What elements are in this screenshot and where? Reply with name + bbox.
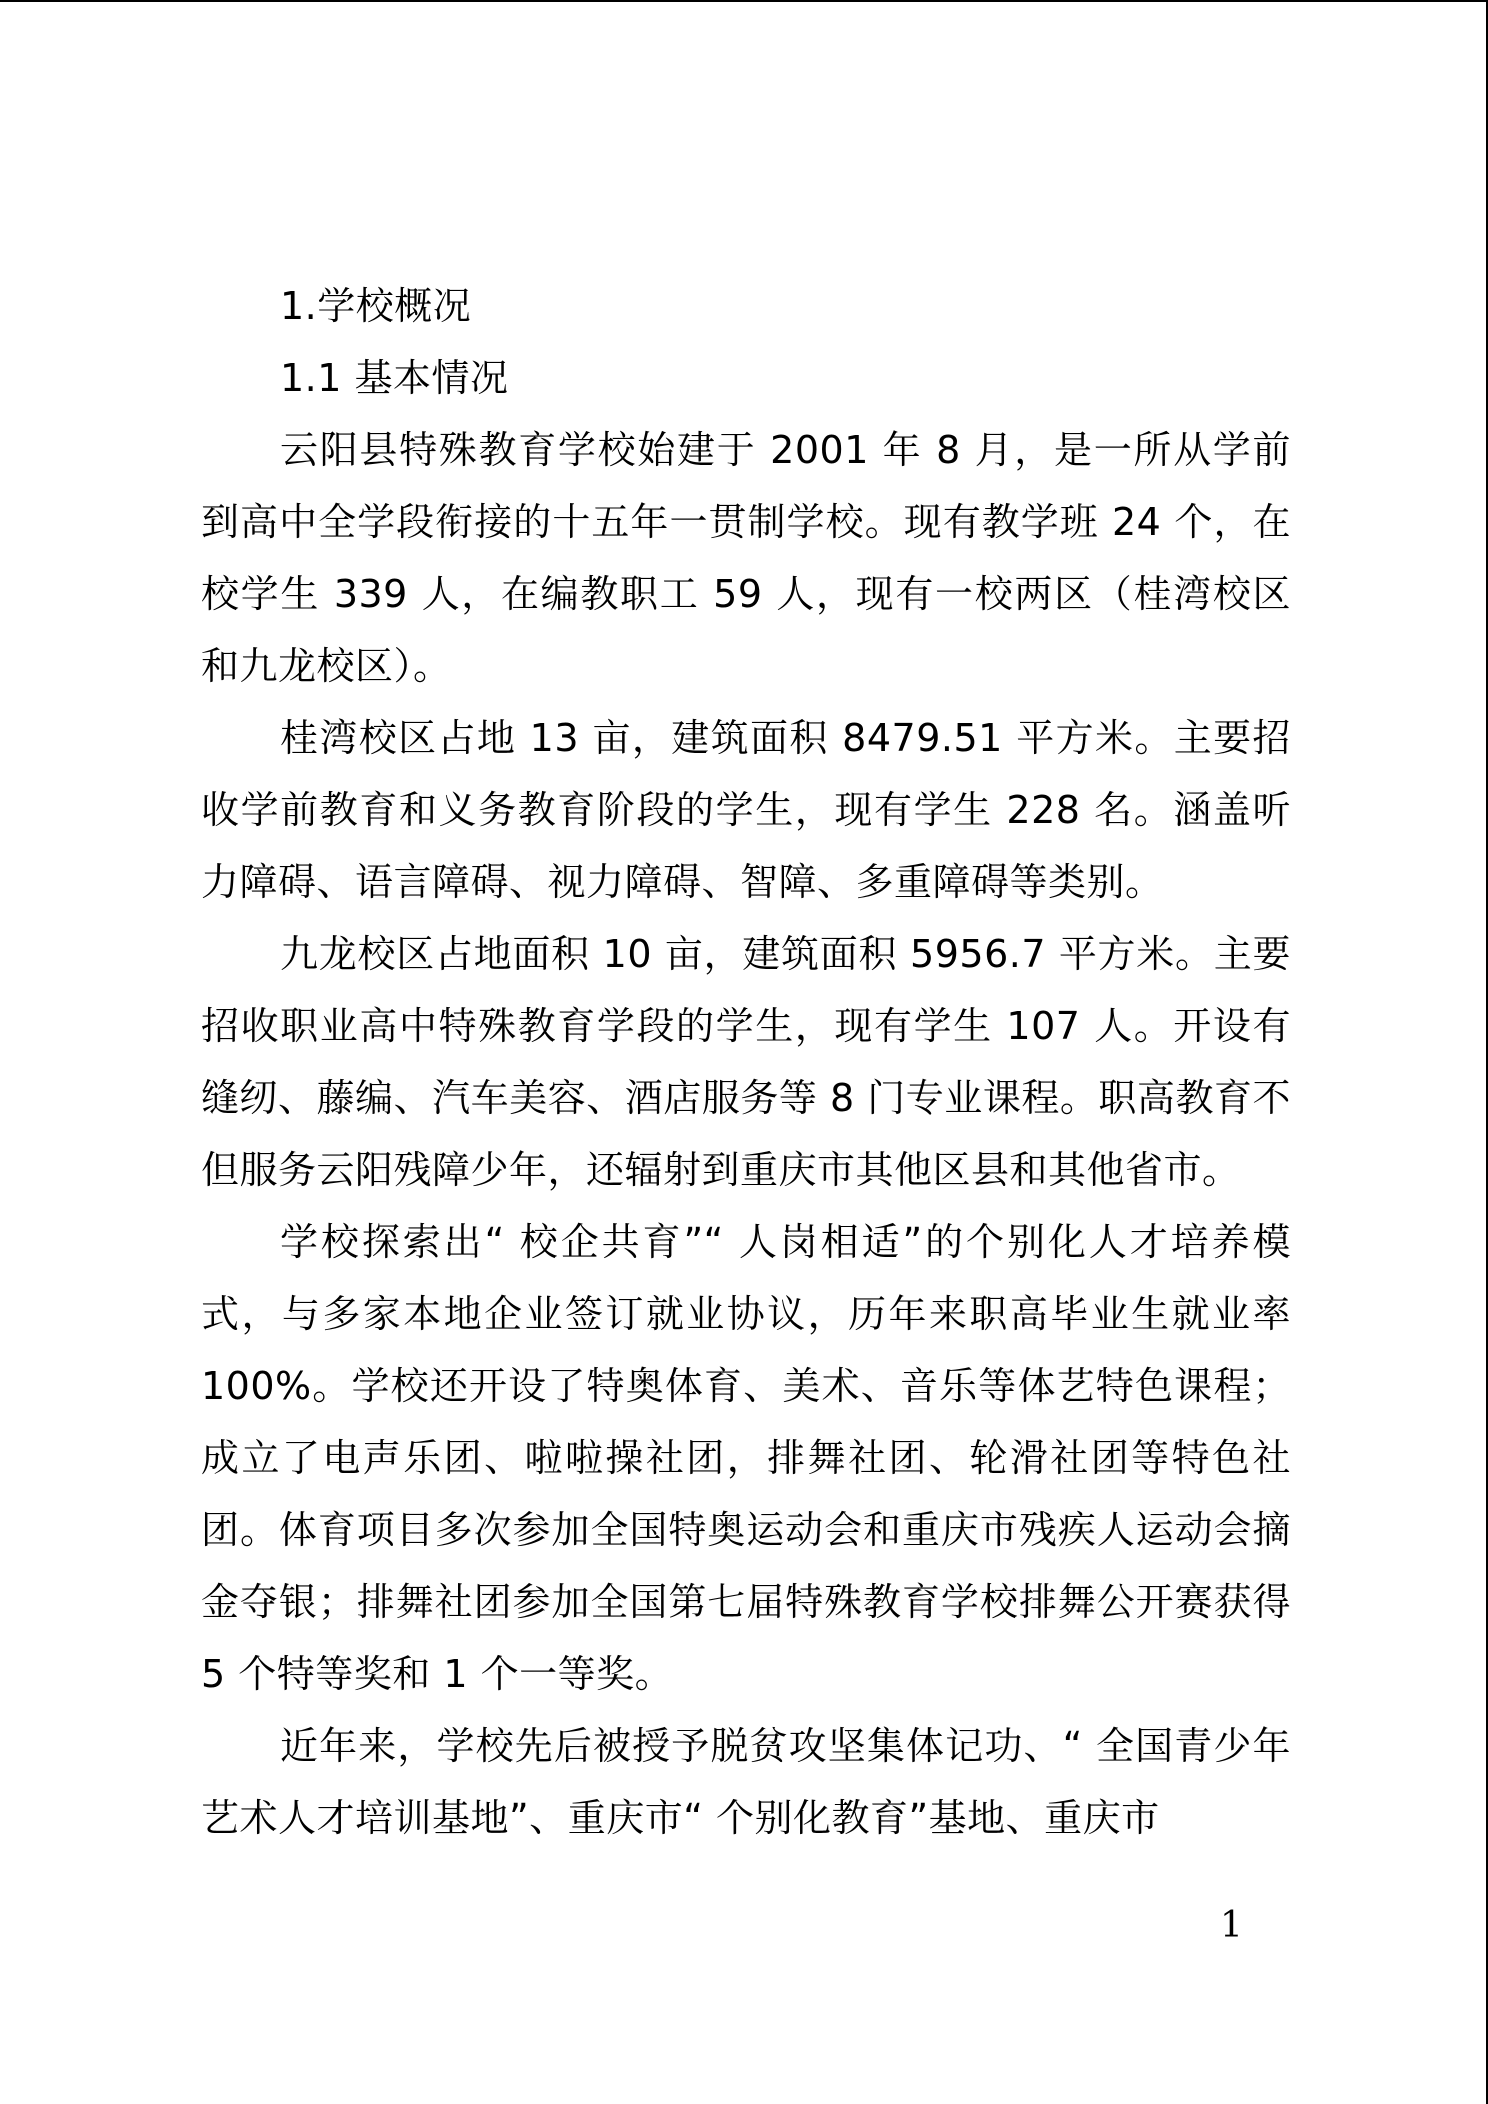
section-title: 1.学校概况 bbox=[280, 284, 472, 328]
paragraph-jiulong-campus: 九龙校区占地面积 10 亩，建筑面积 5956.7 平方米。主要招收职业高中特殊教育学段的学生，现有学生 107 人。开设有缝纫、藤编、汽车美容、酒店服务等 8 门专业课程。职高教育不但服务云阳残障少年，还辐射到重庆市其他区县和其他省市。 bbox=[201, 932, 1291, 1192]
page-number: 1 bbox=[1220, 1905, 1243, 1946]
paragraph-training-model: 学校探索出“ 校企共育”“ 人岗相适”的个别化人才培养模式，与多家本地企业签订就业协议，历年来职高毕业生就业率 100%。学校还开设了特奥体育、美术、音乐等体艺特色课程；成立了电声乐团、啦啦操社团，排舞社团、轮滑社团等特色社团。体育项目多次参加全国特奥运动会和重庆市残疾人运动会摘金夺银；排舞社团参加全国第七届特殊教育学校排舞公开赛获得 5 个特等奖和 1 个一等奖。 bbox=[201, 1220, 1291, 1696]
paragraph-basic-info: 云阳县特殊教育学校始建于 2001 年 8 月，是一所从学前到高中全学段衔接的十五年一贯制学校。现有教学班 24 个，在校学生 339 人，在编教职工 59 人，现有一校两区（桂湾校区和九龙校区）。 bbox=[201, 428, 1291, 688]
document-body bbox=[201, 270, 1291, 1854]
subsection-title: 1.1 基本情况 bbox=[280, 356, 509, 400]
paragraph-honors: 近年来，学校先后被授予脱贫攻坚集体记功、“ 全国青少年艺术人才培训基地”、重庆市“ 个别化教育”基地、重庆市 bbox=[201, 1724, 1291, 1840]
paragraph-guiwan-campus: 桂湾校区占地 13 亩，建筑面积 8479.51 平方米。主要招收学前教育和义务教育阶段的学生，现有学生 228 名。涵盖听力障碍、语言障碍、视力障碍、智障、多重障碍等类别。 bbox=[201, 716, 1291, 904]
